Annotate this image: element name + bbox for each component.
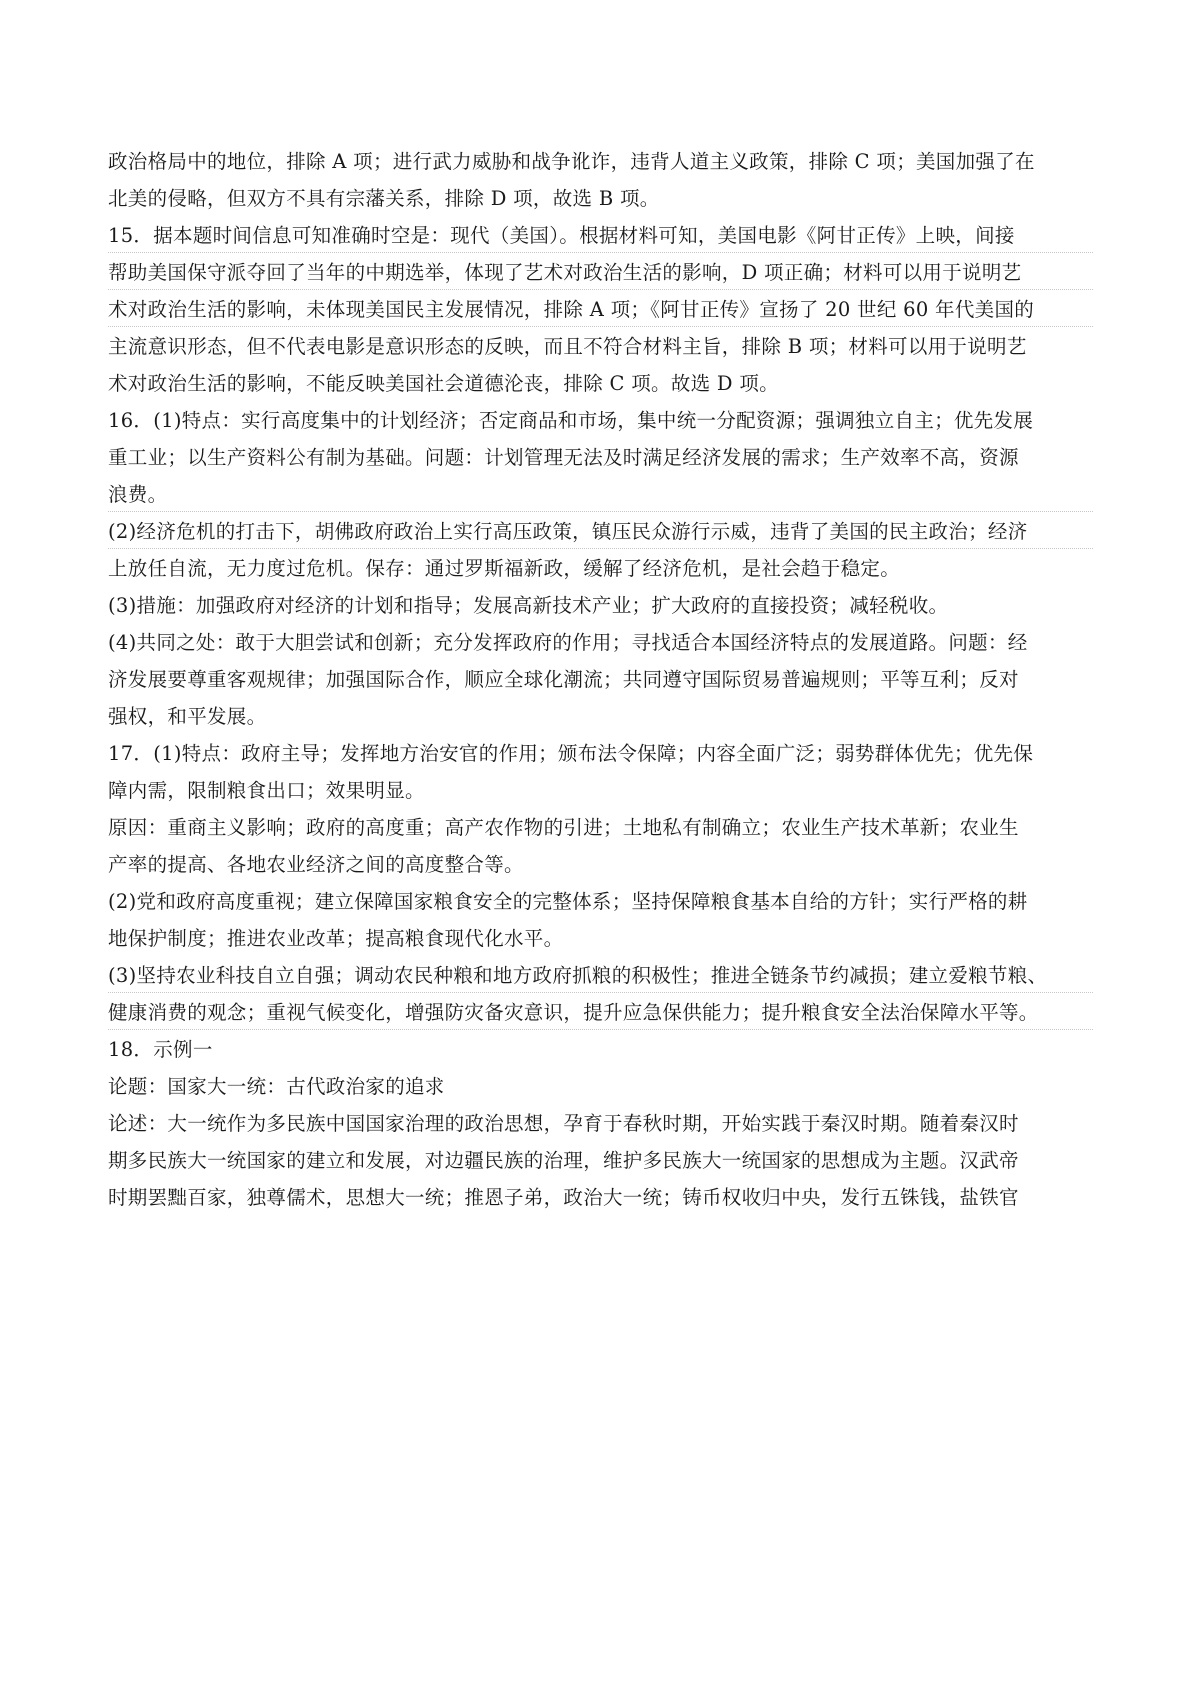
text-line: 北美的侵略，但双方不具有宗藩关系，排除 D 项，故选 B 项。: [108, 187, 660, 210]
text-line: 障内需，限制粮食出口；效果明显。: [108, 779, 425, 802]
text-line: 健康消费的观念；重视气候变化，增强防灾备灾意识，提升应急保供能力；提升粮食安全法治保障水平等。: [108, 994, 1093, 1031]
text-line: 济发展要尊重客观规律；加强国际合作，顺应全球化潮流；共同遵守国际贸易普遍规则；平等互利；反对: [108, 668, 1019, 691]
text-line: (4)共同之处：敢于大胆尝试和创新；充分发挥政府的作用；寻找适合本国经济特点的发展道路。问题：经: [108, 631, 1028, 654]
text-line: 强权，和平发展。: [108, 705, 267, 728]
paragraph-q16-part1: [108, 402, 1093, 513]
text-line: 帮助美国保守派夺回了当年的中期选举，体现了艺术对政治生活的影响，D 项正确；材料可以用于说明艺: [108, 254, 1093, 291]
text-line: 16．(1)特点：实行高度集中的计划经济；否定商品和市场，集中统一分配资源；强调独立自主；优先发展: [108, 409, 1034, 432]
text-line: 术对政治生活的影响，不能反映美国社会道德沦丧，排除 C 项。故选 D 项。: [108, 372, 779, 395]
text-line: 论题：国家大一统：古代政治家的追求: [108, 1075, 445, 1098]
paragraph-q18-heading: [108, 1031, 1093, 1068]
text-line: 17．(1)特点：政府主导；发挥地方治安官的作用；颁布法令保障；内容全面广泛；弱势群体优先；优先保: [108, 742, 1034, 765]
paragraph-q16-part2: [108, 513, 1093, 587]
text-line: 浪费。: [108, 476, 1093, 513]
paragraph-q17-part2: [108, 883, 1093, 957]
text-line: 15．据本题时间信息可知准确时空是：现代（美国）。根据材料可知，美国电影《阿甘正传》上映，间接: [108, 217, 1093, 254]
paragraph-q18-essay: [108, 1105, 1093, 1216]
paragraph-q15: [108, 217, 1093, 402]
document-page: [108, 143, 1093, 1216]
text-line: 论述：大一统作为多民族中国国家治理的政治思想，孕育于春秋时期，开始实践于秦汉时期。随着秦汉时: [108, 1112, 1019, 1135]
text-line: (2)党和政府高度重视；建立保障国家粮食安全的完整体系；坚持保障粮食基本自给的方针；实行严格的耕: [108, 890, 1028, 913]
paragraph-q17-reasons: [108, 809, 1093, 883]
paragraph-q16-part4: [108, 624, 1093, 735]
text-line: (3)坚持农业科技自立自强；调动农民种粮和地方政府抓粮的积极性；推进全链条节约减损；建立爱粮节粮、: [108, 957, 1093, 994]
paragraph-q17-part1: [108, 735, 1093, 809]
text-line: 原因：重商主义影响；政府的高度重；高产农作物的引进；土地私有制确立；农业生产技术革新；农业生: [108, 816, 1019, 839]
text-line: 重工业；以生产资料公有制为基础。问题：计划管理无法及时满足经济发展的需求；生产效率不高，资源: [108, 446, 1019, 469]
paragraph-q18-topic: [108, 1068, 1093, 1105]
text-line: 术对政治生活的影响，未体现美国民主发展情况，排除 A 项；《阿甘正传》宣扬了 20 世纪 60 年代美国的: [108, 291, 1093, 328]
text-line: 18．示例一: [108, 1038, 213, 1061]
paragraph-q14-continued: [108, 143, 1093, 217]
text-line: (3)措施：加强政府对经济的计划和指导；发展高新技术产业；扩大政府的直接投资；减轻税收。: [108, 594, 949, 617]
text-line: 主流意识形态，但不代表电影是意识形态的反映，而且不符合材料主旨，排除 B 项；材料可以用于说明艺: [108, 335, 1027, 358]
text-line: 上放任自流，无力度过危机。保存：通过罗斯福新政，缓解了经济危机，是社会趋于稳定。: [108, 557, 901, 580]
paragraph-q16-part3: [108, 587, 1093, 624]
text-line: 产率的提高、各地农业经济之间的高度整合等。: [108, 853, 524, 876]
paragraph-q17-part3: [108, 957, 1093, 1031]
text-line: 地保护制度；推进农业改革；提高粮食现代化水平。: [108, 927, 564, 950]
text-line: (2)经济危机的打击下，胡佛政府政治上实行高压政策，镇压民众游行示威，违背了美国的民主政治；经济: [108, 513, 1093, 550]
text-line: 期多民族大一统国家的建立和发展，对边疆民族的治理，维护多民族大一统国家的思想成为主题。汉武帝: [108, 1149, 1019, 1172]
text-line: 时期罢黜百家，独尊儒术，思想大一统；推恩子弟，政治大一统；铸币权收归中央，发行五铢钱，盐铁官: [108, 1186, 1019, 1209]
text-line: 政治格局中的地位，排除 A 项；进行武力威胁和战争讹诈，违背人道主义政策，排除 C 项；美国加强了在: [108, 150, 1035, 173]
